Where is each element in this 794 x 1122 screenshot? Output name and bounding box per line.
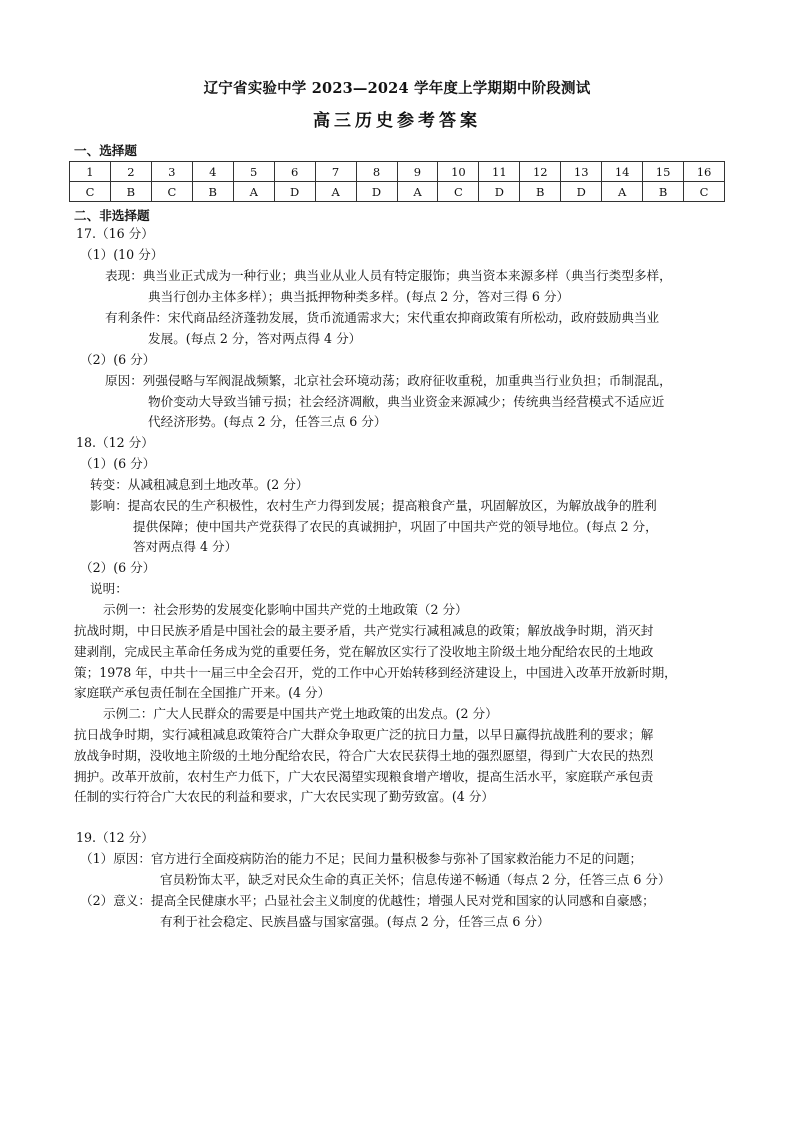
answer-cell: D [356, 182, 397, 202]
q17-part2-heading: （2）(6 分） [80, 352, 156, 367]
q18-example-heading: 示例二：广大人民群众的需要是中国共产党土地政策的出发点。(2 分） [103, 706, 498, 721]
answer-cell: A [315, 182, 356, 202]
q18-line: 任制的实行符合广大农民的利益和要求，广大农民实现了勤劳致富。(4 分） [74, 789, 494, 804]
q18-line: 建剥削，完成民主革命任务成为党的重要任务，党在解放区实行了没收地主阶级土地分配给农民的土地政 [74, 644, 654, 659]
q17-line: 原因：列强侵略与军阀混战频繁，北京社会环境动荡；政府征收重税，加重典当行业负担；币制混乱， [105, 373, 672, 388]
q18-example-heading: 示例一：社会形势的发展变化影响中国共产党的土地政策（2 分） [103, 602, 468, 617]
q17-line: 典当行创办主体多样）；典当抵押物种类多样。(每点 2 分，答对三得 6 分） [148, 289, 570, 304]
answer-table-number-row [70, 162, 725, 182]
answer-cell: B [192, 182, 233, 202]
answer-cell: B [643, 182, 684, 202]
question-number-cell: 7 [315, 162, 356, 182]
q18-line: 放战争时期，没收地主阶级的土地分配给农民，符合广大农民获得土地的强烈愿望，得到广大农民的热烈 [74, 748, 654, 763]
q18-heading: 18.（12 分） [76, 435, 154, 450]
question-number-cell: 16 [684, 162, 725, 182]
q19-line: 官员粉饰太平，缺乏对民众生命的真正关怀；信息传递不畅通（每点 2 分，任答三点 6 分） [160, 872, 671, 887]
question-number-cell: 4 [192, 162, 233, 182]
question-number-cell: 11 [479, 162, 520, 182]
question-number-cell: 8 [356, 162, 397, 182]
q17-heading: 17.（16 分） [76, 226, 154, 241]
answer-cell: B [520, 182, 561, 202]
q18-line: 答对两点得 4 分） [133, 539, 238, 554]
q18-line: 家庭联产承包责任制在全国推广开来。(4 分） [74, 685, 331, 700]
question-number-cell: 9 [397, 162, 438, 182]
q17-part1-heading: （1）(10 分） [80, 247, 164, 262]
q17-line: 物价变动大导致当铺亏损；社会经济凋敝，典当业资金来源减少；传统典当经营模式不适应近 [148, 394, 665, 409]
q18-line: 拥护。改革开放前，农村生产力低下，广大农民渴望实现粮食增产增收，提高生活水平，家庭联产承包责 [74, 769, 654, 784]
question-number-cell: 3 [151, 162, 192, 182]
q17-line: 发展。(每点 2 分，答对两点得 4 分） [148, 331, 362, 346]
q18-line: 抗日战争时期，实行减租减息政策符合广大群众争取更广泛的抗日力量，以早日赢得抗战胜利的要求；解 [74, 727, 654, 742]
q18-line: 抗战时期，中日民族矛盾是中国社会的最主要矛盾，共产党实行减租减息的政策；解放战争时期，消灭封 [74, 623, 654, 638]
answer-cell: D [561, 182, 602, 202]
q18-part1-heading: （1）(6 分） [80, 456, 156, 471]
answer-cell: D [479, 182, 520, 202]
q19-heading: 19.（12 分） [76, 830, 154, 845]
question-number-cell: 15 [643, 162, 684, 182]
document-subtitle: 高三历史参考答案 [313, 111, 481, 131]
question-number-cell: 6 [274, 162, 315, 182]
question-number-cell: 2 [110, 162, 151, 182]
question-number-cell: 12 [520, 162, 561, 182]
answer-table [69, 161, 725, 202]
q18-line: 影响：提高农民的生产积极性，农村生产力得到发展；提高粮食产量，巩固解放区，为解放战争的胜利 [90, 498, 657, 513]
q19-line: 有利于社会稳定、民族昌盛与国家富强。(每点 2 分，任答三点 6 分） [160, 914, 550, 929]
question-number-cell: 10 [438, 162, 479, 182]
question-number-cell: 5 [233, 162, 274, 182]
q18-line: 说明： [90, 581, 128, 596]
q18-line: 提供保障；使中国共产党获得了农民的真诚拥护，巩固了中国共产党的领导地位。(每点 2 分， [133, 519, 658, 534]
answer-cell: A [397, 182, 438, 202]
answer-cell: C [684, 182, 725, 202]
section-heading-nonchoice: 二、非选择题 [74, 208, 150, 223]
q19-line: （1）原因：官方进行全面疫病防治的能力不足；民间力量积极参与弥补了国家救治能力不足的问题； [80, 851, 643, 866]
answer-cell: D [274, 182, 315, 202]
answer-cell: C [70, 182, 111, 202]
question-number-cell: 14 [602, 162, 643, 182]
q18-part2-heading: （2）(6 分） [80, 560, 156, 575]
answer-cell: C [151, 182, 192, 202]
q19-line: （2）意义：提高全民健康水平；凸显社会主义制度的优越性；增强人民对党和国家的认同感和自豪感； [80, 893, 655, 908]
question-number-cell: 1 [70, 162, 111, 182]
answer-table-answer-row [70, 182, 725, 202]
answer-cell: A [602, 182, 643, 202]
answer-cell: C [438, 182, 479, 202]
section-heading-choice: 一、选择题 [74, 143, 137, 158]
q17-line: 表现：典当业正式成为一种行业；典当业从业人员有特定服饰；典当资本来源多样（典当行类型多样， [105, 268, 672, 283]
q17-line: 有利条件：宋代商品经济蓬勃发展，货币流通需求大；宋代重农抑商政策有所松动，政府鼓励典当业 [105, 310, 660, 325]
q18-line: 策；1978 年，中共十一届三中全会召开，党的工作中心开始转移到经济建设上，中国进入改革开放新时期， [74, 665, 677, 680]
answer-cell: B [110, 182, 151, 202]
q18-line: 转变：从减租减息到土地改革。(2 分） [90, 477, 309, 492]
document-title: 辽宁省实验中学 2023—2024 学年度上学期期中阶段测试 [203, 80, 591, 97]
question-number-cell: 13 [561, 162, 602, 182]
q17-line: 代经济形势。(每点 2 分，任答三点 6 分） [148, 414, 387, 429]
answer-cell: A [233, 182, 274, 202]
